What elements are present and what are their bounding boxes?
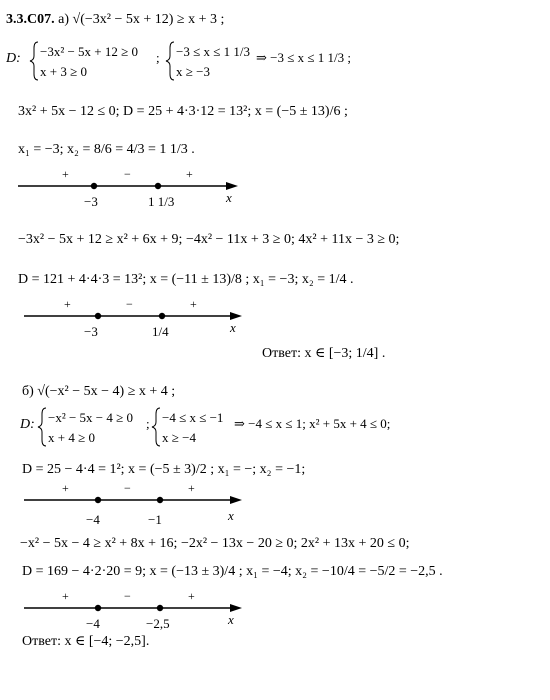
axis-label-x: x [228, 508, 234, 523]
part-b-domain-eq2: x + 4 ≥ 0 [48, 430, 95, 445]
part-b-label: б) [22, 384, 34, 399]
part-a-label: а) [58, 12, 70, 27]
sign-plus-left: + [62, 589, 69, 603]
label-minus-3: −3 [84, 194, 98, 209]
label-minus-3: −3 [84, 324, 98, 339]
point-1-1-3 [155, 183, 161, 189]
part-b-domain-res1: −4 ≤ x ≤ −1 [162, 410, 224, 425]
sign-plus-right: + [190, 297, 197, 311]
sign-plus-left: + [62, 481, 69, 495]
label-minus-2-5: −2,5 [146, 616, 170, 631]
part-b-inequality: √(−x² − 5x − 4) ≥ x + 4 ; [37, 384, 176, 399]
sign-minus-mid: − [124, 167, 131, 181]
part-a-domain-block [6, 36, 546, 86]
part-a-roots1: x₁ = −3; x₂ = 8/6 = 4/3 = 1 1/3 . [18, 142, 195, 157]
point-minus-4 [95, 497, 101, 503]
sign-plus-right: + [186, 167, 193, 181]
label-1-4: 1/4 [152, 324, 169, 339]
sign-plus-left: + [62, 167, 69, 181]
sign-plus-right: + [188, 481, 195, 495]
part-b-domain-eq1: −x² − 5x − 4 ≥ 0 [48, 410, 134, 425]
part-a-line2: −3x² − 5x + 12 ≥ x² + 6x + 9; −4x² − 11x + 3 ≥ 0; 4x² + 11x − 3 ≥ 0; [18, 232, 400, 247]
sign-plus-left: + [64, 297, 71, 311]
point-minus-2-5 [157, 605, 163, 611]
part-a-line3: D = 121 + 4·4·3 = 13²; x = (−11 ± 13)/8 ; x₁ = −3; x₂ = 1/4 . [18, 272, 354, 287]
part-b-domain-block [20, 402, 540, 452]
part-a-answer: Ответ: x ∈ [−3; 1/4] . [262, 346, 386, 361]
svg-text:D:: D: [6, 51, 21, 66]
part-a-domain-final: ⇒ −3 ≤ x ≤ 1 1/3 ; [256, 50, 351, 65]
axis-label-x: x [226, 190, 232, 205]
point-minus-4 [95, 605, 101, 611]
part-b-line2: −x² − 5x − 4 ≥ x² + 8x + 16; −2x² − 13x − 20 ≥ 0; 2x² + 13x + 20 ≤ 0; [20, 536, 410, 551]
sign-minus-mid: − [124, 589, 131, 603]
sign-minus-mid: − [124, 481, 131, 495]
point-minus-3 [91, 183, 97, 189]
problem-id: 3.3.С07. [6, 12, 55, 27]
svg-text:;: ; [146, 416, 150, 431]
point-minus-1 [157, 497, 163, 503]
part-a-domain-eq2: x + 3 ≥ 0 [40, 64, 87, 79]
part-a-domain-res1: −3 ≤ x ≤ 1 1/3 [176, 44, 250, 59]
part-a-line1: 3x² + 5x − 12 ≤ 0; D = 25 + 4·3·12 = 13²; x = (−5 ± 13)/6 ; [18, 104, 348, 119]
part-a-number-line-2 [22, 296, 282, 350]
label-1-1-3: 1 1/3 [148, 194, 175, 209]
part-a-domain-eq1: −3x² − 5x + 12 ≥ 0 [40, 44, 139, 59]
part-b-line1: D = 25 − 4·4 = 1²; x = (−5 ± 3)/2 ; x₁ = −; x₂ = −1; [22, 462, 306, 477]
part-b-header [22, 384, 175, 400]
part-a-inequality: √(−3x² − 5x + 12) ≥ x + 3 ; [72, 12, 225, 27]
label-minus-1: −1 [148, 512, 162, 527]
point-1-4 [159, 313, 165, 319]
part-b-line3: D = 169 − 4·2·20 = 9; x = (−13 ± 3)/4 ; x₁ = −4; x₂ = −10/4 = −5/2 = −2,5 . [22, 564, 443, 579]
point-minus-3 [95, 313, 101, 319]
axis-label-x: x [228, 612, 234, 627]
problem-header [6, 12, 224, 28]
part-a-number-line-1 [16, 166, 276, 220]
part-a-domain-res2: x ≥ −3 [176, 64, 210, 79]
sign-minus-mid: − [126, 297, 133, 311]
part-b-domain-res2: x ≥ −4 [162, 430, 196, 445]
label-minus-4: −4 [86, 512, 100, 527]
part-b-number-line-1 [22, 480, 282, 534]
svg-text:;: ; [156, 50, 160, 65]
sign-plus-right: + [188, 589, 195, 603]
part-b-answer: Ответ: x ∈ [−4; −2,5]. [22, 634, 150, 649]
svg-text:D:: D: [20, 417, 35, 432]
part-b-domain-final: ⇒ −4 ≤ x ≤ 1; x² + 5x + 4 ≤ 0; [234, 416, 391, 431]
label-minus-4: −4 [86, 616, 100, 631]
axis-label-x: x [230, 320, 236, 335]
